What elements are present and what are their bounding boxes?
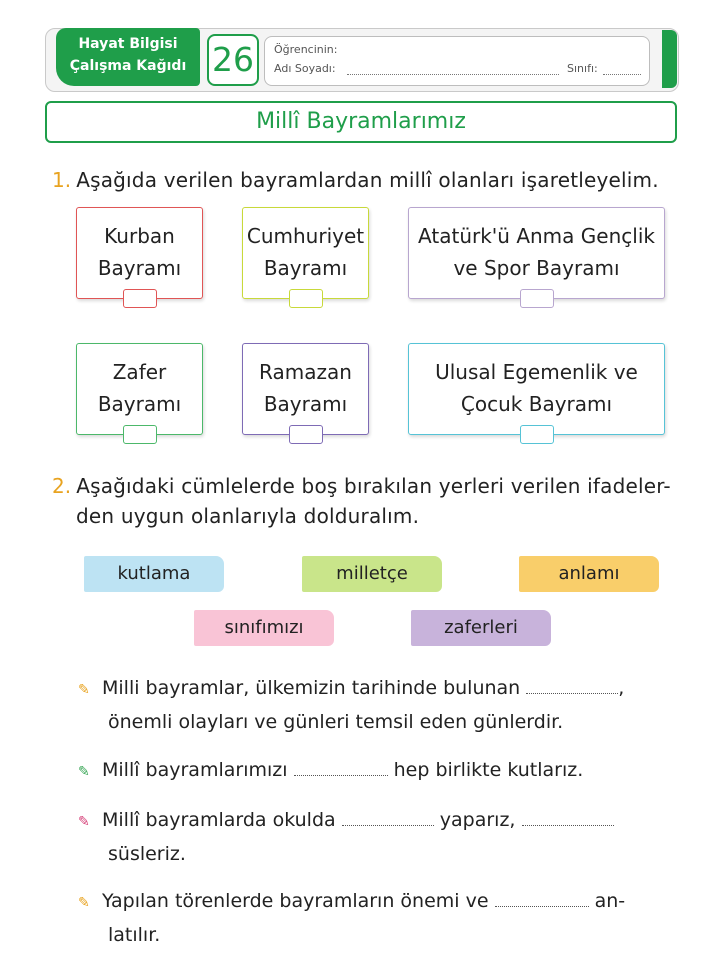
answer-blank[interactable] xyxy=(294,755,388,776)
sentence-4 xyxy=(78,885,678,951)
card-line2: Bayramı xyxy=(263,392,348,416)
question-2-number: 2. xyxy=(52,474,72,498)
card-line2: Bayramı xyxy=(97,392,182,416)
sentence-1 xyxy=(78,672,678,738)
card-line1: Ulusal Egemenlik ve xyxy=(435,360,638,384)
checkbox[interactable] xyxy=(289,289,323,308)
pencil-bullet-icon: ✎ xyxy=(78,895,90,911)
choice-card-ulusal-egemenlik xyxy=(408,343,665,435)
subject-badge xyxy=(56,28,200,86)
question-2-text-line1: Aşağıdaki cümlelerde boş bırakılan yerleri verilen ifadeler- xyxy=(76,474,671,498)
name-label: Adı Soyadı: xyxy=(274,62,336,75)
subject-line2: Çalışma Kağıdı xyxy=(69,58,187,74)
question-2-text-line2: den uygun olanlarıyla dolduralım. xyxy=(76,504,420,528)
sentence-3 xyxy=(78,804,678,870)
card-line2: Bayramı xyxy=(97,256,182,280)
answer-blank[interactable] xyxy=(522,805,614,826)
checkbox[interactable] xyxy=(123,425,157,444)
pencil-bullet-icon: ✎ xyxy=(78,682,90,698)
student-label: Öğrencinin: xyxy=(274,43,338,56)
question-1 xyxy=(52,168,659,192)
answer-blank[interactable] xyxy=(526,673,618,694)
pencil-bullet-icon: ✎ xyxy=(78,814,90,830)
sentence-text: Milli bayramlar, ülkemizin tarihinde bulunan xyxy=(102,677,521,699)
word-chip-sinifimizi[interactable]: sınıfımızı xyxy=(194,610,334,646)
answer-blank[interactable] xyxy=(342,805,434,826)
choice-card-ataturk xyxy=(408,207,665,299)
card-line1: Cumhuriyet xyxy=(246,224,365,248)
card-line2: ve Spor Bayramı xyxy=(453,256,620,280)
choice-card-zafer xyxy=(76,343,203,435)
word-chip-milletce[interactable]: milletçe xyxy=(302,556,442,592)
card-line2: Çocuk Bayramı xyxy=(460,392,613,416)
sentence-text: Millî bayramlarımızı xyxy=(102,759,288,781)
header-accent-tab xyxy=(662,30,677,88)
question-2 xyxy=(52,474,672,528)
card-line1: Zafer xyxy=(112,360,167,384)
card-line1: Kurban xyxy=(104,224,175,248)
pencil-bullet-icon: ✎ xyxy=(78,764,90,780)
sentence-text: önemli olayları ve günleri temsil eden günlerdir. xyxy=(108,711,564,733)
choice-card-ramazan xyxy=(242,343,369,435)
answer-blank[interactable] xyxy=(495,886,589,907)
class-field[interactable] xyxy=(603,74,641,75)
sentence-text: Yapılan törenlerde bayramların önemi ve xyxy=(102,890,489,912)
checkbox[interactable] xyxy=(520,289,554,308)
sentence-text: latılır. xyxy=(108,924,161,946)
question-1-number: 1. xyxy=(52,168,72,192)
card-line2: Bayramı xyxy=(263,256,348,280)
sentence-text: hep birlikte kutlarız. xyxy=(393,759,584,781)
sentence-text: , xyxy=(618,677,625,699)
subject-line1: Hayat Bilgisi xyxy=(78,36,178,52)
name-field[interactable] xyxy=(347,74,559,75)
checkbox[interactable] xyxy=(520,425,554,444)
question-1-text: Aşağıda verilen bayramlardan millî olanları işaretleyelim. xyxy=(76,168,659,192)
checkbox[interactable] xyxy=(289,425,323,444)
choice-card-cumhuriyet xyxy=(242,207,369,299)
sentence-text: an- xyxy=(594,890,626,912)
class-label: Sınıfı: xyxy=(567,62,598,75)
sentence-2 xyxy=(78,754,678,788)
page-title: Millî Bayramlarımız xyxy=(45,101,677,143)
card-line1: Atatürk'ü Anma Gençlik xyxy=(418,224,655,248)
sentence-text: süsleriz. xyxy=(108,843,186,865)
card-line1: Ramazan xyxy=(259,360,352,384)
student-info-box xyxy=(264,36,650,86)
word-chip-anlami[interactable]: anlamı xyxy=(519,556,659,592)
checkbox[interactable] xyxy=(123,289,157,308)
sentence-text: yaparız, xyxy=(439,809,516,831)
worksheet-number: 26 xyxy=(207,34,259,86)
choice-card-kurban xyxy=(76,207,203,299)
word-chip-kutlama[interactable]: kutlama xyxy=(84,556,224,592)
word-chip-zaferleri[interactable]: zaferleri xyxy=(411,610,551,646)
sentence-text: Millî bayramlarda okulda xyxy=(102,809,336,831)
